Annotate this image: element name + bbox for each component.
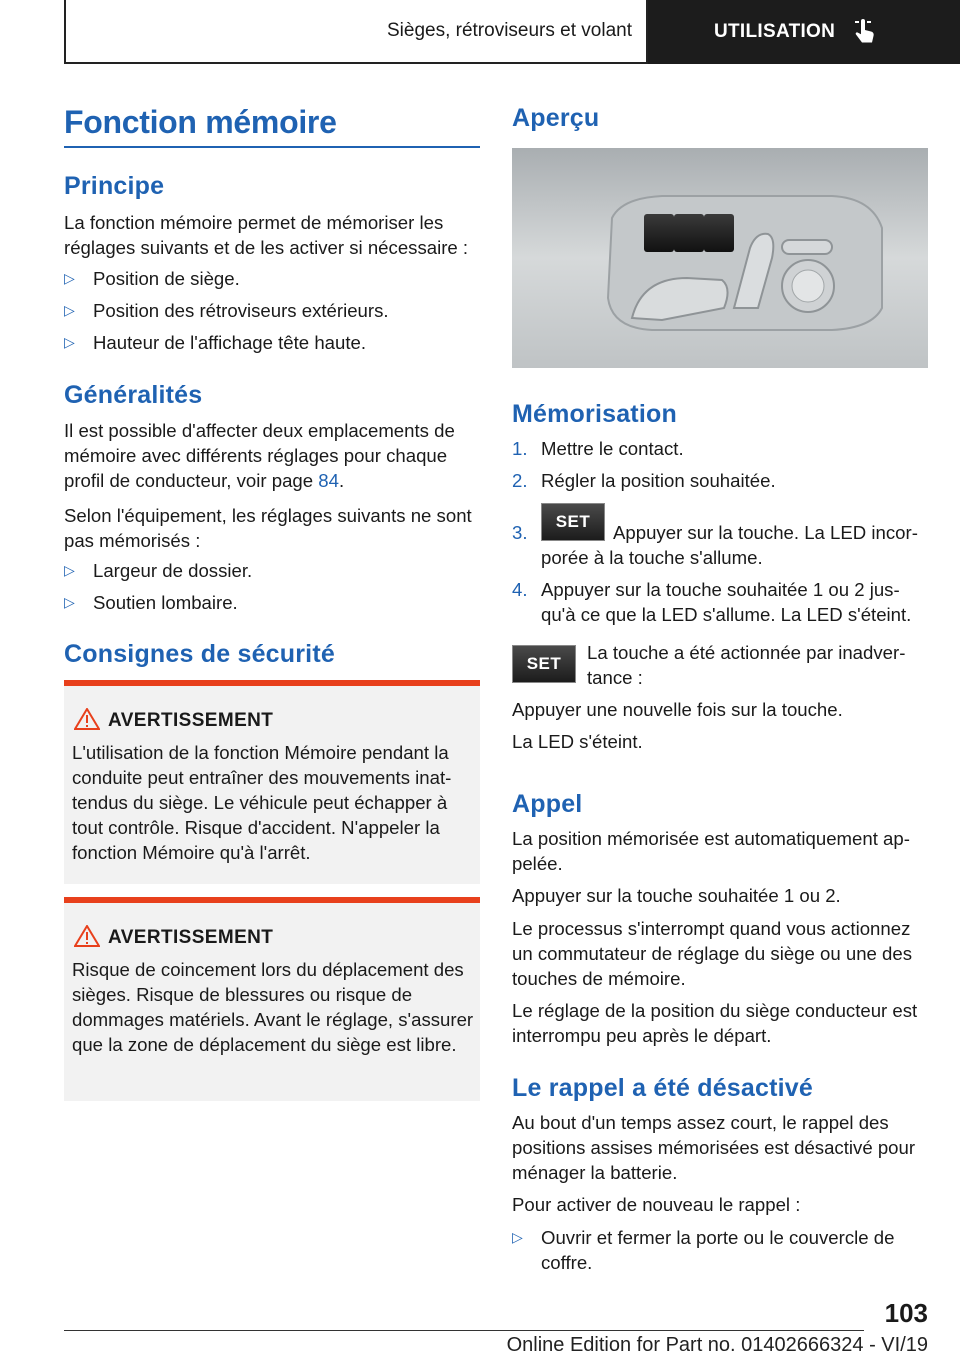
- warning-title: AVERTISSEMENT: [108, 927, 274, 948]
- edition-footer: Online Edition for Part no. 01402666324 - VI/19: [506, 1334, 928, 1356]
- chapter-label: UTILISATION: [714, 21, 836, 42]
- appel-text-4: Le réglage de la position du siège conducteur est interrompu peu après le départ.: [512, 1000, 918, 1046]
- heading-generalites: Généralités: [64, 381, 203, 409]
- list-item: ▷ Position des rétroviseurs extérieurs.: [64, 300, 389, 321]
- heading-rappel: Le rappel a été désactivé: [512, 1074, 813, 1102]
- list-item: ▷ Position de siège.: [64, 268, 240, 289]
- seat-controls-photo: [512, 148, 928, 368]
- list-item: ▷ Soutien lombaire.: [64, 592, 238, 613]
- set-button-icon: SET: [512, 645, 576, 683]
- note-text-3: La LED s'éteint.: [512, 731, 643, 752]
- page-header: [64, 0, 960, 64]
- warning-text: L'utilisation de la fonction Mémoire pendant la conduite peut entraîner des mouvements inattendus du siège. Le véhicule peut échapper à tout contrôle. Risque d'accident. N'appeler la fonction Mémoire qu'à l'arrêt.: [72, 742, 452, 863]
- page-link[interactable]: 84: [318, 470, 339, 491]
- note-text: La touche a été actionnée par inadvertance :: [587, 642, 906, 688]
- heading-principe: Principe: [64, 172, 165, 200]
- generalites-text: Il est possible d'affecter deux emplacements de mémoire avec différents réglages pour chaque profil de conducteur, voir page 84.: [64, 420, 455, 491]
- set-button-icon: SET: [541, 503, 605, 541]
- triangle-right-icon: ▷: [64, 594, 75, 610]
- heading-consignes: Consignes de sécurité: [64, 640, 335, 668]
- list-item: ▷ Ouvrir et fermer la porte ou le couvercle de coffre.: [512, 1227, 895, 1273]
- list-item: 1. Mettre le contact.: [512, 438, 684, 459]
- rappel-text-2: Pour activer de nouveau le rappel :: [512, 1194, 801, 1215]
- list-item: ▷ Hauteur de l'affichage tête haute.: [64, 332, 367, 353]
- generalites-text-2: Selon l'équipement, les réglages suivants ne sont pas mémorisés :: [64, 505, 472, 551]
- appel-text-2: Appuyer sur la touche souhaitée 1 ou 2.: [512, 885, 841, 906]
- warning-triangle-icon: [74, 925, 100, 947]
- warning-box: [64, 680, 480, 884]
- heading-apercu: Aperçu: [512, 104, 600, 132]
- warning-title: AVERTISSEMENT: [108, 710, 274, 731]
- section-title: Sièges, rétroviseurs et volant: [64, 0, 648, 64]
- heading-memorisation: Mémorisation: [512, 400, 677, 428]
- appel-text-3: Le processus s'interrompt quand vous actionnez un commutateur de réglage du siège ou une des touches de mémoire.: [512, 918, 913, 989]
- warning-box: [64, 897, 480, 1101]
- list-item: 2. Régler la position souhaitée.: [512, 470, 776, 491]
- page-number: 103: [884, 1298, 928, 1328]
- rappel-text: Au bout d'un temps assez court, le rappel des positions assises mémorisées est désactivé pour ménager la batterie.: [512, 1112, 916, 1183]
- title-rule: [64, 146, 480, 148]
- triangle-right-icon: ▷: [64, 302, 75, 318]
- principe-text: La fonction mémoire permet de mémoriser les réglages suivants et de les activer si nécessaire :: [64, 212, 469, 258]
- list-item: 4. Appuyer sur la touche souhaitée 1 ou 2 jusqu'à ce que la LED s'allume. La LED s'éteint.: [512, 579, 912, 625]
- triangle-right-icon: ▷: [64, 334, 75, 350]
- triangle-right-icon: ▷: [512, 1229, 523, 1245]
- triangle-right-icon: ▷: [64, 270, 75, 286]
- triangle-right-icon: ▷: [64, 562, 75, 578]
- chapter-tab[interactable]: [648, 0, 960, 64]
- warning-text: Risque de coincement lors du déplacement des sièges. Risque de blessures ou risque de dommages matériels. Avant le réglage, s'assurer que la zone de déplacement du siège est libre.: [72, 959, 474, 1055]
- hand-pointer-icon: [853, 19, 877, 45]
- list-item: 3. Appuyer sur la touche. La LED incorporée à la touche s'allume.: [512, 522, 918, 568]
- seat-controls-illustration: [512, 148, 928, 368]
- list-item: ▷ Largeur de dossier.: [64, 560, 253, 581]
- page-title: Fonction mémoire: [64, 104, 337, 140]
- footer-rule: [64, 1330, 864, 1331]
- warning-triangle-icon: [74, 708, 100, 730]
- note-text-2: Appuyer une nouvelle fois sur la touche.: [512, 699, 843, 720]
- heading-appel: Appel: [512, 790, 583, 818]
- appel-text: La position mémorisée est automatiquement appelée.: [512, 828, 910, 874]
